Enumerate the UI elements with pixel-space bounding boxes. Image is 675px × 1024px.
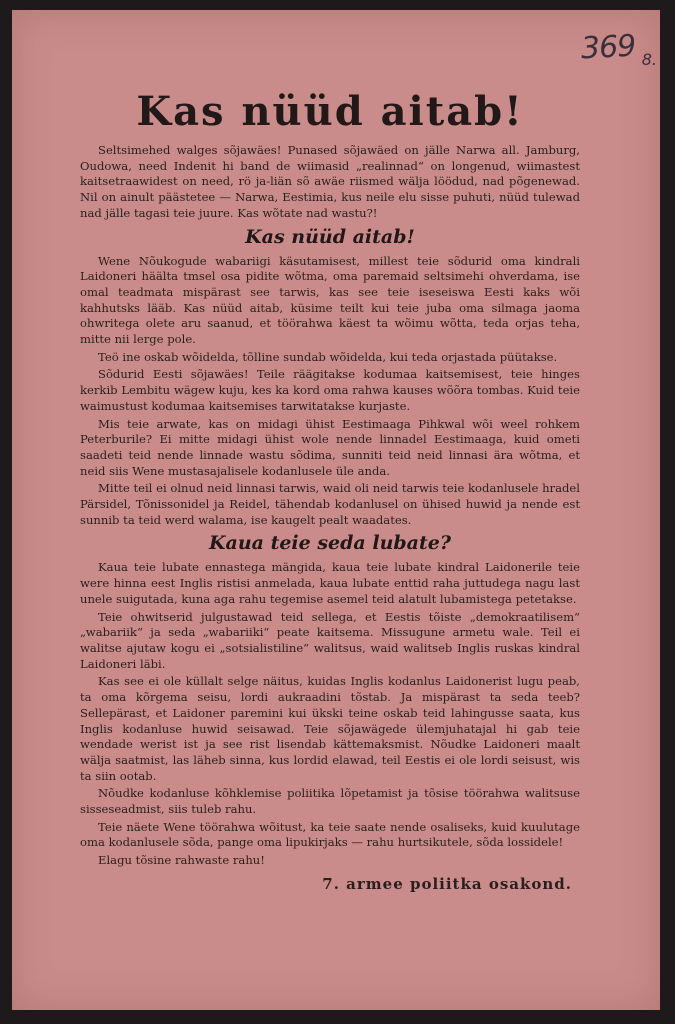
paragraph: Teie ohwitserid julgustawad teid sellega, et Eestis tõiste „demokraatilisem“ „wabariik“ ja seda „wabariiki“ peate kaitsema. Missugune armetu wale. Teil ei walitse ajutaw kogu ei „sotsialistiline“ walitsus, waid walitseb Inglis ruskas kindral Laidoneri läbi. xyxy=(80,609,580,671)
section-heading: Kaua teie seda lubate? xyxy=(209,532,451,555)
closing-slogan: Elagu tõsine rahwaste rahu! xyxy=(98,853,265,868)
paragraph: Sõdurid Eesti sõjawäes! Teile räägitakse kodumaa kaitsemisest, teie hinges kerkib Lembitu wägew kuju, kes ka kord oma rahwa kauses wõõra tombas. Kuid teie waimustust kodumaa kaitsemises tarwitatakse kurjaste. xyxy=(80,367,580,413)
paragraph: Mis teie arwate, kas on midagi ühist Eestimaaga Pihkwal wõi weel rohkem Peterburile? Ei mitte midagi ühist wole nende linnadel Eestimaaga, kuid ometi saadeti teid nende linnade wastu sõdima, sunniti teid neid linnasi ära wõtma, et neid siis Wene mustasajalisele kodanlusele üle anda. xyxy=(80,416,580,478)
section-heading: Kas nüüd aitab! xyxy=(245,225,415,248)
page-title: Kas nüüd aitab! xyxy=(136,88,524,135)
archive-number-handwritten: 369 xyxy=(579,28,636,67)
paragraph: Nõudke kodanluse kõhklemise poliitika lõpetamist ja tõsise töörahwa walitsuse sisseseadmist, siis tuleb rahu. xyxy=(80,786,580,817)
paragraph: Seltsimehed walges sõjawäes! Punased sõjawäed on jälle Narwa all. Jamburg, Oudowa, need Indenit hi band de wiimasid „realinnad“ on longenud, wiimastest kaitsetraawidest on need, rö ja-liän sõ awäe riismed wälja löödud, nad põgenewad. Nil on ainult päästetee — Narwa, Eestimia, kus neile elu sisse puhuti, nüüd tulewad nad jälle tagasi teie juure. Kas wõtate nad wastu?! xyxy=(80,143,580,220)
paragraph: Mitte teil ei olnud neid linnasi tarwis, waid oli neid tarwis teie kodanlusele hradel Pärsidel, Tõnissonidel ja Reidel, tähendab kodanlusel on ühised huwid ja nende est sunnib ta teid werd walama, ise kaugelt pealt waadates. xyxy=(80,481,580,527)
paragraph: Teie näete Wene töörahwa wõitust, ka teie saate nende osaliseks, kuid kuulutage oma kodanlusele sõda, pange oma lipukirjaks — rahu hurtsikutele, sõda lossidele! xyxy=(80,819,580,850)
leaflet-content xyxy=(80,88,580,893)
paragraph: Wene Nõukogude wabariigi käsutamisest, millest teie sõdurid oma kindrali Laidoneri häälta tmsel osa pidite wõtma, oma paremaid seltsimehi ohverdama, ise omal teadmata mispärast see tarwis, kas see teie iseseiswa Eesti kaks wõi kahhutsks lääb. Kas nüüd aitab, küsime teilt kui teie juba oma silmaga jaoma ohwritega olete aru saanud, et töörahwa käest ta wõimu wõtta, teda orjas teha, mitte nii lerge pole. xyxy=(80,253,580,347)
signature-line: 7. armee poliitka osakond. xyxy=(322,875,572,894)
section-final xyxy=(80,560,580,867)
section-intro xyxy=(80,143,580,222)
paragraph: Teö ine oskab wõidelda, tõlline sundab wõidelda, kui teda orjastada püütakse. xyxy=(98,349,558,364)
paragraph: Kaua teie lubate ennastega mängida, kaua teie lubate kindral Laidonerile teie were hinna eest Inglis ristisi anmelada, kaua lubate enttid raha juttudega nagu last unele suigutada, kuna aga rahu tegemise asemel teid alatult lubamistega petetakse. xyxy=(80,560,580,606)
section-main xyxy=(80,254,580,529)
archive-sub-number: 8. xyxy=(641,50,657,69)
paragraph: Kas see ei ole küllalt selge näitus, kuidas Inglis kodanlus Laidonerist lugu peab, ta oma kõrgema seisu, lordi aukraadini tõstab. Ja mispärast ta seda teeb? Sellepärast, et Laidoner paremini kui ükski teine oskab teid lahingusse saata, kus Inglis kodanluse huwid seisawad. Teie sõjawägede ülemjuhatajal hi gab teie wendade werist ist ja see rist lisendab kättemaksmist. Nõudke Laidoneri maalt wälja saatmist, las läheb sinna, kus lordid elawad, teil Eestis ei ole lordi seisust, wis ta siin ootab. xyxy=(80,674,580,783)
